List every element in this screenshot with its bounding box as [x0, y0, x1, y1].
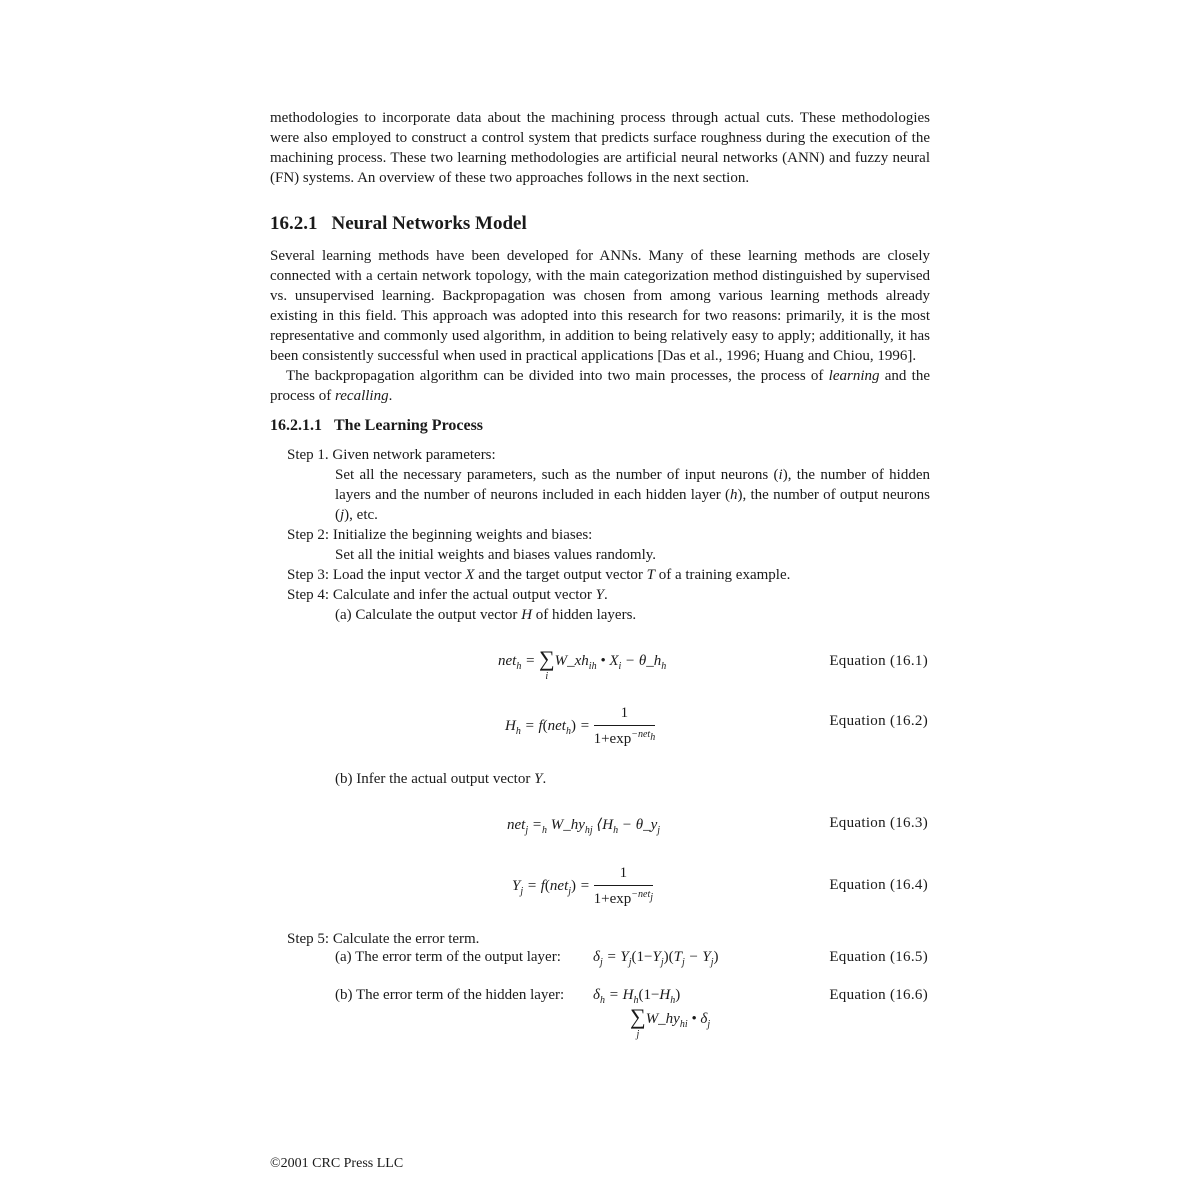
- step-3: [287, 565, 930, 585]
- var-H: H: [521, 607, 533, 623]
- var-i: i: [778, 467, 783, 483]
- var-X: X: [465, 567, 475, 583]
- step-2-label: Step 2: Initialize the beginning weights and biases:: [287, 527, 593, 543]
- section-paragraph-1: Several learning methods have been developed for ANNs. Many of these learning methods are closely connected with a certain network topology, with the main categorization method distinguished by supervised vs. unsupervised learning. Backpropagation was chosen from among various learning methods already existing in this field. This approach was adopted into this research for two reasons: primarily, it is the most representative and commonly used algorithm, in addition to being relatively easy to apply; additionally, it has been consistently successful when used in practical applications [Das et al., 1996; Huang and Chiou, 1996].: [270, 248, 930, 364]
- equation-16-5-row: [270, 949, 930, 979]
- copyright-footer: ©2001 CRC Press LLC: [270, 1156, 404, 1171]
- section-paragraph-2: [270, 366, 930, 406]
- equation-16-6-line2: ∑ $_jW\_hy_{hi}$ • $\delta_j$: [630, 1004, 711, 1040]
- step-4-text-b: .: [604, 587, 608, 603]
- equation-16-6-line1: $\delta_h = H_h(1-H_h)$: [593, 987, 681, 1006]
- step-1-detail: [335, 465, 930, 525]
- section-title: Neural Networks Model: [331, 213, 527, 234]
- subsection-number: 16.2.1.1: [270, 417, 322, 434]
- var-Y: Y: [595, 587, 604, 603]
- equation-16-4-label: Equation (16.4): [829, 877, 928, 893]
- subsection-heading: [270, 416, 930, 436]
- para2-emphasis-learning: learning: [828, 368, 880, 384]
- step-3-text-b: and the target output vector: [474, 567, 647, 583]
- section-number: 16.2.1: [270, 213, 318, 234]
- equation-16-5: $\delta_j = Y_j(1-Y_j)(T_j - Y_j)$: [593, 949, 719, 968]
- step-5-label: Step 5: Calculate the error term.: [287, 931, 480, 947]
- step-2-detail: Set all the initial weights and biases values randomly.: [335, 547, 657, 563]
- intro-paragraph: methodologies to incorporate data about the machining process through actual cuts. These methodologies were also employed to construct a control system that predicts surface roughness during the execution of the machining process. These two learning methodologies are artificial neural networks (ANN) and fuzzy neural (FN) systems. An overview of these two approaches follows in the next section.: [270, 110, 930, 186]
- step-4: [287, 585, 930, 605]
- var-j: j: [340, 507, 345, 523]
- var-T: T: [646, 567, 655, 583]
- section-heading: [270, 212, 930, 236]
- equation-16-1-label: Equation (16.1): [829, 653, 928, 669]
- equation-16-3-label: Equation (16.3): [829, 815, 928, 831]
- step-4b-text-a: (b) Infer the actual output vector: [335, 771, 535, 787]
- equation-16-4-row: [270, 841, 930, 921]
- step-3-text-c: of a training example.: [654, 567, 791, 583]
- var-h: h: [730, 487, 738, 503]
- step-1-text-d: ), etc.: [344, 507, 378, 523]
- equation-16-1-row: [270, 625, 930, 683]
- equation-16-3-row: [270, 789, 930, 841]
- para2-text: The backpropagation algorithm can be divided into two main processes, the process of: [286, 368, 829, 384]
- step-4-text-a: Step 4: Calculate and infer the actual output vector: [287, 587, 596, 603]
- step-4a: [335, 605, 930, 625]
- equation-16-2-label: Equation (16.2): [829, 713, 928, 729]
- equation-16-4: $Y_j = f(net_j)$ = $\frac{1}{1+\exp^{-net_j}}$: [512, 865, 654, 907]
- para2-text-mid: and the process of: [270, 368, 930, 404]
- step-1-text-b: ), the number of hidden layers and the number of neurons included in each hidden layer (: [335, 467, 930, 503]
- equation-16-5-label: Equation (16.5): [829, 949, 928, 965]
- page-content: [270, 108, 930, 1049]
- equation-16-3: $net_j =_h$ $W\_hy_{hj}$ $⟨H_h$ − $\theta\_y_j$: [507, 817, 661, 836]
- step-5a-text: (a) The error term of the output layer:: [335, 949, 561, 965]
- step-3-text-a: Step 3: Load the input vector: [287, 567, 466, 583]
- var-Y-2: Y: [534, 771, 543, 787]
- equation-16-6-label: Equation (16.6): [829, 987, 928, 1003]
- step-1-label: Step 1. Given network parameters:: [287, 447, 496, 463]
- equation-16-2: $H_h = f(net_h)$ = $\frac{1}{1+\exp^{-net_h}}$: [505, 705, 656, 747]
- step-4b: [335, 769, 930, 789]
- step-5b-text: (b) The error term of the hidden layer:: [335, 987, 565, 1003]
- equation-16-2-row: [270, 683, 930, 755]
- step-4a-text-a: (a) Calculate the output vector: [335, 607, 522, 623]
- equation-16-1: net$_h$ = ∑ $_iW\_xh_{ih}$ • $X_i$ − $\theta\_h_h$: [498, 646, 667, 682]
- step-4b-text-b: .: [542, 771, 547, 787]
- para2-text-end: .: [388, 388, 393, 404]
- step-1-text-c: ), the number of output neurons (: [335, 487, 930, 523]
- para2-emphasis-recalling: recalling: [334, 388, 389, 404]
- step-4a-text-b: of hidden layers.: [532, 607, 637, 623]
- step-1-text-a: Set all the necessary parameters, such as the number of input neurons (: [335, 467, 779, 483]
- subsection-title: The Learning Process: [334, 417, 484, 434]
- equation-16-6-row: [270, 979, 930, 1049]
